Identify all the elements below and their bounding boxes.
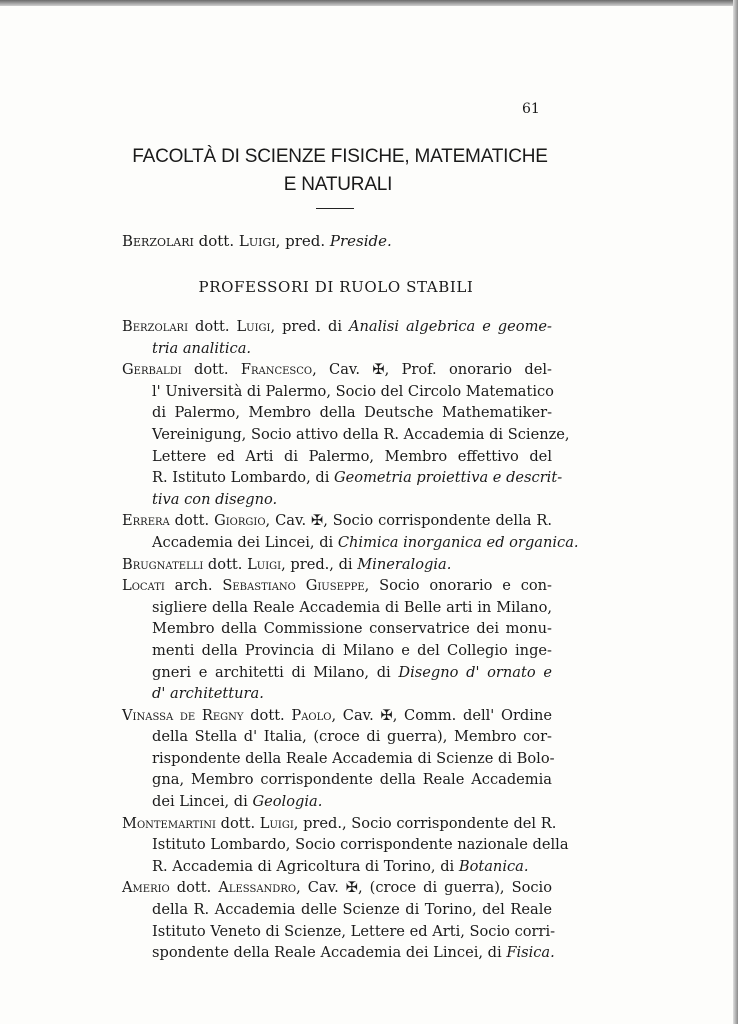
scan-right-edge [733, 0, 738, 1024]
professor-entry [122, 316, 552, 359]
text-line [122, 467, 563, 489]
text-line [122, 554, 552, 576]
text-segment: della Stella d' Italia, (croce di guerra), Membro cor- [152, 728, 552, 746]
person-name: Brugnatelli [122, 555, 204, 573]
text-line [122, 791, 552, 813]
professor-entry [122, 877, 556, 963]
text-segment: , pred., Socio corrispondente del R. [293, 814, 557, 832]
text-segment: dott. [243, 706, 292, 724]
person-name: Vinassa de Regny [122, 706, 244, 724]
person-name: Luigi [238, 232, 276, 250]
text-segment: , Cav. ✠, (croce di guerra), Socio [296, 879, 552, 897]
professor-entry [122, 359, 570, 510]
text-line [122, 618, 552, 640]
text-segment: menti della Provincia di Milano e del Collegio inge- [152, 641, 552, 659]
text-line [122, 532, 579, 554]
professor-entry [122, 705, 555, 813]
text-segment: gneri e architetti di Milano, di [152, 663, 399, 681]
text-segment: Vereinigung, Socio attivo della R. Accademia di Scienze, [152, 425, 570, 443]
title-divider [316, 208, 354, 209]
text-line [122, 942, 555, 964]
person-name: Montemartini [122, 814, 216, 832]
text-segment: gna, Membro corrispondente della Reale Accademia [152, 771, 552, 789]
text-segment: , pred. di [270, 318, 349, 335]
professor-entry [122, 510, 579, 553]
text-line [122, 381, 552, 403]
text-line [122, 402, 552, 424]
text-segment: R. Accademia di Agricoltura di Torino, di [152, 857, 459, 875]
text-line [122, 446, 552, 468]
subject-text: Disegno d' ornato e [398, 663, 552, 681]
text-line [122, 899, 552, 921]
person-name: Luigi [259, 814, 294, 832]
person-name: Amerio [122, 879, 170, 897]
subject-text: Analisi algebrica e geome- [348, 318, 552, 335]
person-name: Luigi [236, 318, 271, 335]
text-segment: , pred. [275, 232, 330, 250]
person-name: Alessandro [218, 879, 297, 897]
text-segment: di Palermo, Membro della Deutsche Mathematiker- [152, 404, 552, 422]
text-line [122, 640, 552, 662]
subject-text: Botanica. [458, 857, 529, 875]
text-segment: dott. [188, 318, 237, 335]
person-name: Sebastiano Giuseppe [222, 577, 365, 595]
subject-text: d' architettura. [152, 685, 264, 703]
scan-top-edge [0, 0, 738, 6]
professor-entry [122, 813, 569, 878]
text-segment: dott. [216, 814, 260, 832]
text-segment: Lettere ed Arti di Palermo, Membro effettivo del [152, 447, 552, 465]
text-line [122, 683, 552, 705]
text-line [122, 856, 552, 878]
text-segment: , Cav. ✠, Prof. onorario del- [312, 361, 552, 379]
text-segment: arch. [164, 577, 223, 595]
text-segment: dott. [181, 361, 241, 379]
text-segment: , Cav. ✠, Comm. dell' Ordine [331, 706, 552, 724]
text-line [122, 834, 569, 856]
subject-text: Geometria proiettiva e descrit- [334, 469, 563, 487]
text-segment: dott. [193, 232, 239, 250]
text-line [122, 662, 552, 684]
text-segment: Membro della Commissione conservatrice dei monu- [152, 620, 552, 638]
person-name: Paolo [291, 706, 332, 724]
text-segment: della R. Accademia delle Scienze di Torino, del Reale [152, 901, 552, 919]
person-name: Giorgio [214, 512, 266, 530]
subject-text: tria analitica. [152, 339, 252, 357]
subject-text: Geologia. [252, 793, 323, 811]
person-name: Berzolari [122, 318, 189, 335]
text-line [122, 597, 552, 619]
text-segment: , Socio onorario e con- [364, 577, 552, 595]
text-segment: spondente della Reale Accademia dei Lincei, di [152, 944, 507, 962]
person-name: Errera [122, 512, 170, 530]
text-line [122, 575, 552, 597]
faculty-title-line-2: E NATURALI [283, 174, 393, 195]
text-line [122, 877, 552, 899]
person-name: Luigi [247, 555, 282, 573]
text-line [122, 489, 552, 511]
faculty-title-line-1: FACOLTÀ DI SCIENZE FISICHE, MATEMATICHE [132, 146, 548, 167]
text-segment: , pred., di [281, 555, 358, 573]
text-line [122, 359, 552, 381]
text-line [122, 316, 552, 338]
text-segment: Istituto Lombardo, Socio corrispondente nazionale della [152, 836, 569, 854]
person-name: Francesco [240, 361, 313, 379]
text-segment: Accademia dei Lincei, di [152, 533, 338, 551]
text-line [122, 510, 552, 532]
person-name: Gerbaldi [122, 361, 182, 379]
text-segment: dott. [203, 555, 248, 573]
subject-text: Fisica. [506, 944, 555, 962]
text-line [122, 769, 552, 791]
text-segment: dott. [169, 512, 215, 530]
subject-text: Chimica inorganica ed organica. [337, 533, 579, 551]
professor-list [122, 316, 579, 964]
text-segment: dott. [169, 879, 219, 897]
subject-text: Preside. [329, 232, 392, 250]
text-line [122, 726, 552, 748]
person-name: Berzolari [122, 232, 194, 250]
subject-text: tiva con disegno. [152, 490, 278, 508]
text-line [122, 813, 557, 835]
subject-text: Mineralogia. [357, 555, 452, 573]
text-segment: l' Università di Palermo, Socio del Circolo Matematico [152, 382, 554, 400]
text-line [122, 921, 556, 943]
professor-entry [122, 575, 552, 705]
professor-entry [122, 554, 552, 576]
text-line [122, 705, 552, 727]
text-segment: , Cav. ✠, Socio corrispondente della R. [265, 512, 552, 530]
text-line [122, 424, 570, 446]
preside-line [122, 232, 392, 250]
text-segment: sigliere della Reale Accademia di Belle arti in Milano, [152, 598, 552, 616]
text-segment: rispondente della Reale Accademia di Scienze di Bolo- [152, 749, 555, 767]
text-segment: dei Lincei, di [152, 793, 253, 811]
text-segment: Istituto Veneto di Scienze, Lettere ed Arti, Socio corri- [152, 922, 556, 940]
text-line [122, 338, 552, 360]
text-segment: R. Istituto Lombardo, di [152, 469, 334, 487]
person-name: Locati [122, 577, 165, 595]
text-line [122, 748, 555, 770]
page-number: 61 [522, 101, 540, 117]
section-heading: PROFESSORI DI RUOLO STABILI [198, 278, 474, 296]
